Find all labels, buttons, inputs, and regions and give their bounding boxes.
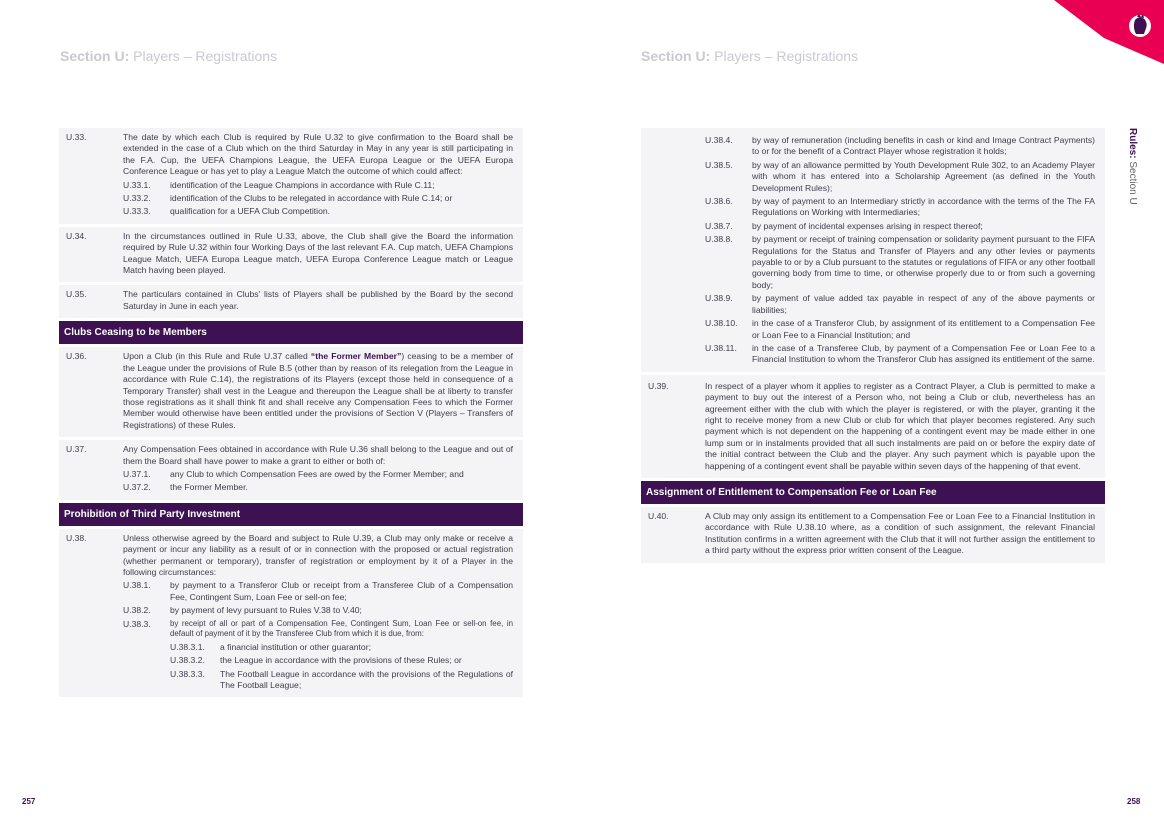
sub-rule: U.37.1. any Club to which Compensation Fees are owed by the Former Member; and xyxy=(123,468,464,479)
rule-text: The particulars contained in Clubs' lists of Players shall be published by the Board by the second Saturday in June in each year. xyxy=(123,289,513,311)
sub-rule: U.33.1. identification of the League Champions in accordance with Rule C.11; xyxy=(123,179,435,190)
side-tab-bold: Rules: xyxy=(1127,128,1138,159)
left-column xyxy=(59,128,523,700)
heading-assignment: Assignment of Entitlement to Compensation Fee or Loan Fee xyxy=(641,481,1105,504)
sub-rule: U.33.2. identification of the Clubs to be relegated in accordance with Rule C.14; or xyxy=(123,193,453,204)
sub-sub-rule: U.38.3.2. the League in accordance with the provisions of these Rules; or xyxy=(170,655,462,666)
side-tab xyxy=(1124,128,1144,218)
rule-text: Unless otherwise agreed by the Board and subject to Rule U.39, a Club may only make or receive a payment or incur any liability as a result of or in connection with the proposed or actual registration (whether permanent or temporary), transfer of registration or employment by it of a Player in the following circumstances: xyxy=(123,532,513,577)
sub-rule: U.38.9. by payment of value added tax payable in respect of any of the above payments or liabilities; xyxy=(705,293,1095,315)
rule-text: The date by which each Club is required by Rule U.32 to give confirmation to the Board shall be extended in the case of a Club which on the third Saturday in May in any year is still participating in the F.A. Cup, the UEFA Champions League, the UEFA Europa League or the UEFA Europa Conference League or has yet to play a League Match the outcome of which could affect: xyxy=(123,132,513,177)
right-column xyxy=(641,128,1105,566)
sub-rule: U.38.3. by receipt of all or part of a Compensation Fee, Contingent Sum, Loan Fee or sell-on fee, in default of payment of it by the Transferee Club from which it is due, from: xyxy=(123,618,513,639)
sub-rule: U.38.6. by way of payment to an Intermediary strictly in accordance with the terms of the The FA Regulations on Working with Intermediaries; xyxy=(705,196,1095,218)
rule-number: U.35. xyxy=(66,289,87,300)
rule-u34 xyxy=(59,227,523,283)
sub-rule: U.38.11. in the case of a Transferee Club, by payment of a Compensation Fee or Loan Fee to a Financial Institution to whom the Transferor Club has assigned its entitlement of the same. xyxy=(705,342,1095,365)
sub-sub-rule: U.38.3.1. a financial institution or other guarantor; xyxy=(170,641,371,652)
sub-rule: U.38.7. by payment of incidental expenses arising in respect thereof; xyxy=(705,220,983,231)
sub-rule: U.37.2. the Former Member. xyxy=(123,482,248,493)
side-tab-rest: Section U xyxy=(1127,158,1138,205)
sub-rule: U.38.2. by payment of levy pursuant to Rules V.38 to V.40; xyxy=(123,605,362,616)
brand-corner xyxy=(1014,0,1164,70)
heading-clubs-ceasing: Clubs Ceasing to be Members xyxy=(59,321,523,344)
page-number-left: 257 xyxy=(22,797,36,806)
rule-u33 xyxy=(59,128,523,224)
rule-text: In the circumstances outlined in Rule U.33, above, the Club shall give the Board the information required by Rule U.32 within four Working Days of the last relevant F.A. Cup match, UEFA Champions League Match, UEFA Europa League match, UEFA Europa Conference League match or League Match having been played. xyxy=(123,230,513,276)
defined-term: “the Former Member” xyxy=(310,351,402,362)
sub-rule: U.38.4. by way of remuneration (including benefits in cash or kind and Image Contract Payments) to or for the benefit of a Contract Player whose registration it holds; xyxy=(705,135,1095,157)
rule-u38-continued xyxy=(641,128,1105,372)
rule-number: U.37. xyxy=(66,444,87,455)
rule-u35 xyxy=(59,285,523,318)
sub-sub-rule: U.38.3.3. The Football League in accordance with the provisions of the Regulations of The Football League; xyxy=(170,668,513,690)
section-title-right: Section U: Players – Registrations xyxy=(641,48,859,64)
heading-third-party-investment: Prohibition of Third Party Investment xyxy=(59,503,523,526)
rule-u39 xyxy=(641,375,1105,478)
sub-rule: U.38.1. by payment to a Transferor Club or receipt from a Transferee Club of a Compensation Fee, Contingent Sum, Loan Fee or sell-on fee; xyxy=(123,580,513,602)
rule-u38 xyxy=(59,529,523,698)
rule-text: Upon a Club (in this Rule and Rule U.37 called “the Former Member”) ceasing to be a member of the League under the provisions of Rule B.5 (other than by reason of its relegation from the League in accordance with Rule C.14), the registrations of its Players (except those held in consequence of a Temporary Transfer) shall vest in the League and thereupon the League shall be at liberty to transfer those registrations as it shall think fit and shall receive any Compensation Fees to which the Former Member would otherwise have been entitled under the provisions of Section V (Players – Transfers of Registrations) of these Rules. xyxy=(123,351,514,430)
rule-number: U.36. xyxy=(66,351,87,362)
rule-u37 xyxy=(59,440,523,500)
rule-number: U.40. xyxy=(648,510,669,521)
rule-number: U.39. xyxy=(648,380,669,391)
sub-rule: U.38.10. in the case of a Transferor Club, by assignment of its entitlement to a Compensation Fee or Loan Fee to a Financial Institution; and xyxy=(705,318,1095,340)
sub-rule: U.38.8. by payment or receipt of training compensation or solidarity payment pursuant to the FIFA Regulations for the Status and Transfer of Players and any other levies or payments payable to or by a Club pursuant to the statutes or regulations of FIFA or any other football governing body from time to time, or otherwise properly due to or from such a governing body; xyxy=(705,234,1095,290)
rule-text: A Club may only assign its entitlement to a Compensation Fee or Loan Fee to a Financial Institution in accordance with Rule U.38.10 where, as a condition of such assignment, the relevant Financial Institution confirms in a written agreement with the Club that it will not further assign the entitlement to a third party without the express prior written consent of the League. xyxy=(705,510,1095,556)
rule-u36 xyxy=(59,347,523,437)
rule-text: Any Compensation Fees obtained in accordance with Rule U.36 shall belong to the League and out of them the Board shall have power to make a grant to either or both of: xyxy=(123,444,513,466)
sub-rule: U.33.3. qualification for a UEFA Club Competition. xyxy=(123,206,331,217)
rule-text: In respect of a player whom it applies to register as a Contract Player, a Club is permitted to make a payment to buy out the interest of a Person who, not being a Club or club, nevertheless has an agreement either with the club with which the player is registered, or with the player, granting it the right to receive money from a new Club or club for which that player becomes registered. Any such payment which is not dependent on the happening of a contingent event may be made either in one lump sum or in instalments provided that all such instalments are paid on or before the expiry date of the initial contract between the Club and the player. Any such payment which is payable upon the happening of a contingent event shall be payable within seven days of the happening of that event. xyxy=(705,380,1095,471)
rule-u40 xyxy=(641,507,1105,563)
rule-number: U.33. xyxy=(66,132,87,142)
section-title-left: Section U: Players – Registrations xyxy=(60,48,278,64)
rule-number: U.38. xyxy=(66,532,87,543)
sub-rule: U.38.5. by way of an allowance permitted by Youth Development Rule 302, to an Academy Player with whom it has entered into a Scholarship Agreement (as defined in the Youth Development Rules); xyxy=(705,159,1095,193)
page-number-right: 258 xyxy=(1127,797,1141,806)
rule-number: U.34. xyxy=(66,230,87,241)
